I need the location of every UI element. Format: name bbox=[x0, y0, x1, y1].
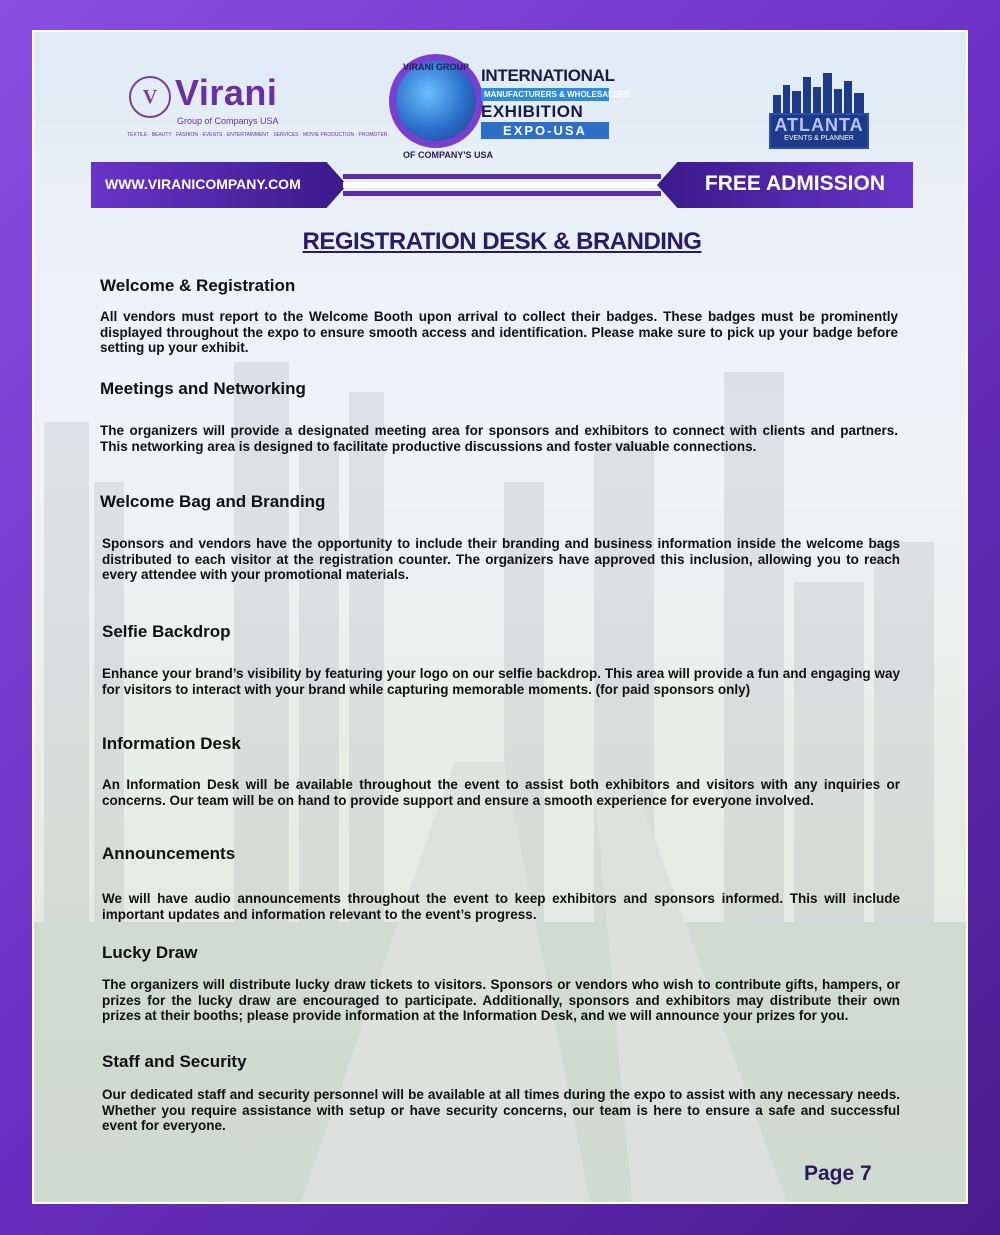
banner-divider bbox=[343, 191, 661, 196]
atlanta-logo bbox=[769, 67, 869, 152]
section-body: We will have audio announcements throughout the event to keep exhibitors and sponsors informed. This will include important updates and information relevant to the event’s progress. bbox=[102, 891, 900, 922]
section-body: An Information Desk will be available throughout the event to assist both exhibitors and visitors with any inquiries or concerns. Our team will be on hand to provide support and ensure a smooth experience for everyone involved. bbox=[102, 777, 900, 808]
section-heading: Announcements bbox=[102, 844, 236, 863]
expo-logo-line4: EXPO-USA bbox=[481, 122, 609, 139]
section-heading: Staff and Security bbox=[102, 1052, 247, 1071]
section-body: Sponsors and vendors have the opportunity to include their branding and business information inside the welcome bags distributed to each visitor at the registration counter. The organizers have approved this inclusion, allowing you to reach every attendee with your promotional materials. bbox=[102, 536, 900, 582]
section-heading: Lucky Draw bbox=[102, 943, 198, 962]
expo-logo-line1: INTERNATIONAL bbox=[481, 66, 615, 85]
section-body: The organizers will provide a designated meeting area for sponsors and exhibitors to connect with clients and partners. This networking area is designed to facilitate productive discussions and foster valuable connections. bbox=[100, 423, 898, 454]
virani-logo-name: Virani bbox=[175, 72, 278, 113]
virani-logo-subtitle: Group of Companys USA bbox=[177, 116, 279, 126]
section-heading: Welcome Bag and Branding bbox=[100, 492, 326, 511]
atlanta-logo-box bbox=[769, 113, 869, 149]
section-heading: Information Desk bbox=[102, 734, 241, 753]
virani-emblem-icon: V bbox=[129, 76, 171, 118]
free-admission-label: FREE ADMISSION bbox=[704, 172, 885, 195]
document-page bbox=[32, 30, 968, 1204]
section-body: Our dedicated staff and security personnel will be available at all times during the expo to assist with any necessary needs. Whether you require assistance with setup or have security concerns, our team is here to ensure a safe and successful event for everyone. bbox=[102, 1087, 900, 1133]
virani-logo-tagline: TEXTILE · BEAUTY · FASHION · EVENTS · ENTERTAINMENT · SERVICES · MOVIE PRODUCTION · PROMOTER bbox=[127, 132, 388, 138]
section-heading: Selfie Backdrop bbox=[102, 622, 231, 641]
expo-logo-ring-top: VIRANI GROUP bbox=[403, 62, 470, 72]
expo-logo-ring-bottom: OF COMPANY'S USA bbox=[403, 150, 493, 160]
section-body: The organizers will distribute lucky draw tickets to visitors. Sponsors or vendors who wish to contribute gifts, hampers, or prizes for the lucky draw are encouraged to participate. Additionally, sponsors and exhibitors may distribute their own prizes at their booths; please provide information at the Information Desk, and we will announce your prizes for you. bbox=[102, 977, 900, 1023]
expo-logo bbox=[389, 54, 630, 164]
skyline-icon bbox=[769, 67, 869, 117]
expo-logo-line3: EXHIBITION bbox=[481, 102, 584, 121]
atlanta-logo-subtitle: EVENTS & PLANNER bbox=[784, 135, 854, 142]
section-body: All vendors must report to the Welcome Booth upon arrival to collect their badges. These badges must be prominently displayed throughout the expo to ensure smooth access and identification. Please make sure to pick up your badge before setting up your exhibit. bbox=[100, 309, 898, 355]
page-title: REGISTRATION DESK & BRANDING bbox=[302, 228, 702, 255]
page-number: Page 7 bbox=[804, 1162, 872, 1185]
section-heading: Meetings and Networking bbox=[100, 379, 306, 398]
banner-divider bbox=[343, 174, 661, 179]
virani-logo bbox=[127, 72, 388, 162]
expo-logo-line2: MANUFACTURERS & WHOLESALERS bbox=[481, 88, 609, 101]
section-body: Enhance your brand’s visibility by featuring your logo on our selfie backdrop. This area will provide a fun and engaging way for visitors to interact with your brand while capturing memorable moments. (for paid sponsors only) bbox=[102, 666, 900, 697]
atlanta-logo-name: ATLANTA bbox=[774, 115, 864, 135]
header-banner bbox=[91, 162, 913, 208]
section-heading: Welcome & Registration bbox=[100, 276, 296, 295]
banner-divider bbox=[343, 182, 661, 188]
website-link[interactable]: WWW.VIRANICOMPANY.COM bbox=[105, 176, 301, 192]
